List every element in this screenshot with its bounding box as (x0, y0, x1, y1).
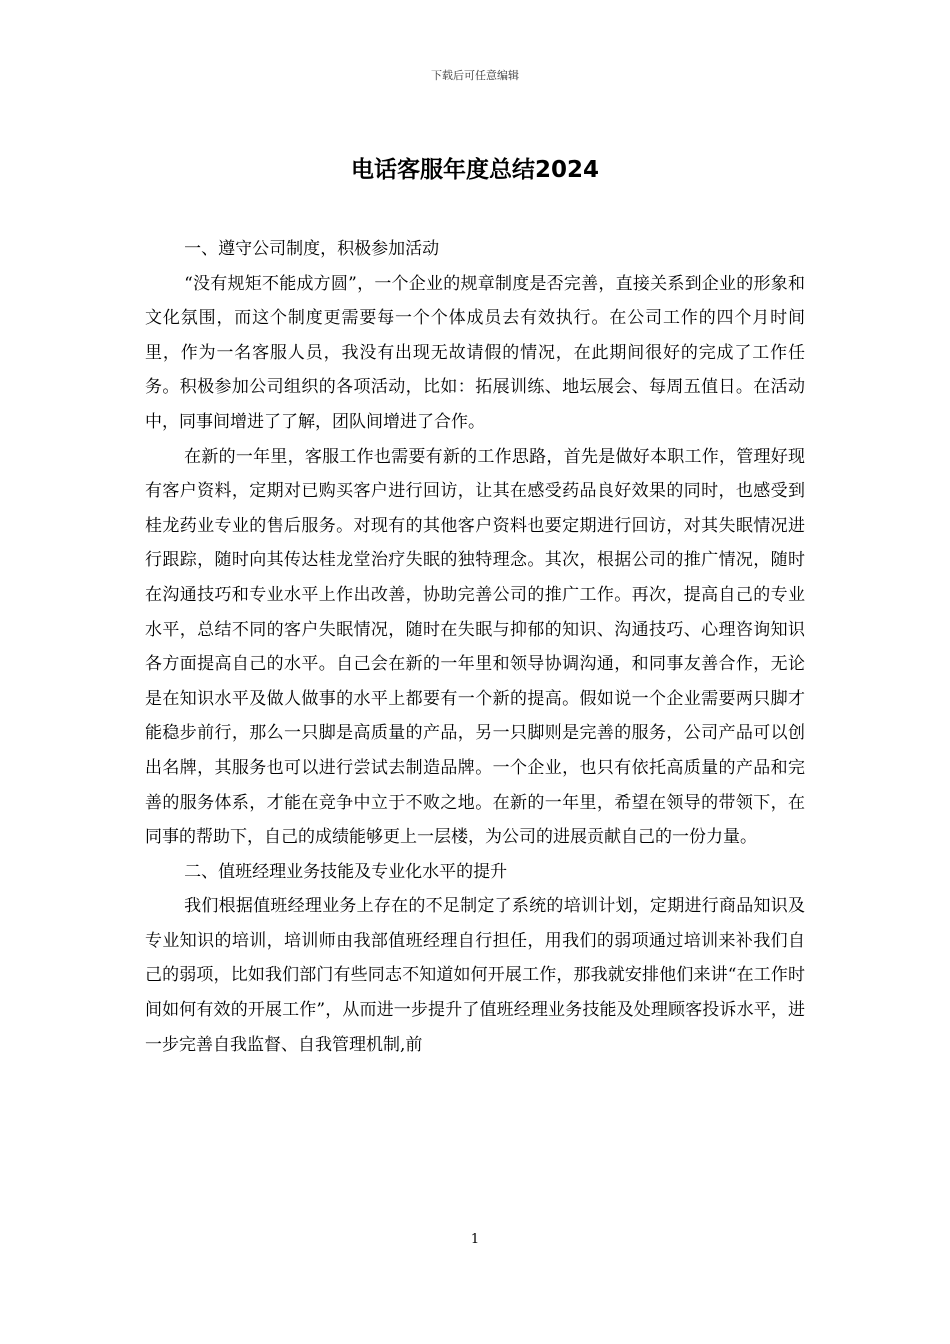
section-heading-1: 一、遵守公司制度，积极参加活动 (184, 239, 440, 259)
document-title: 电话客服年度总结2024 (350, 157, 599, 183)
body-paragraph: 在新的一年里，客服工作也需要有新的工作思路，首先是做好本职工作，管理好现有客户资料，定期对已购买客户进行回访，让其在感受药品良好效果的同时，也感受到桂龙药业专业的售后服务。对现有的其他客户资料也要定期进行回访，对其失眠情况进行跟踪，随时向其传达桂龙堂治疗失眠的独特理念。其次，根据公司的推广情况，随时在沟通技巧和专业水平上作出改善，协助完善公司的推广工作。再次，提高自己的专业水平，总结不同的客户失眠情况，随时在失眠与抑郁的知识、沟通技巧、心理咨询知识各方面提高自己的水平。自己会在新的一年里和领导协调沟通，和同事友善合作，无论是在知识水平及做人做事的水平上都要有一个新的提高。假如说一个企业需要两只脚才能稳步前行，那么一只脚是高质量的产品，另一只脚则是完善的服务，公司产品可以创出名牌，其服务也可以进行尝试去制造品牌。一个企业，也只有依托高质量的产品和完善的服务体系，才能在竞争中立于不败之地。在新的一年里，希望在领导的带领下，在同事的帮助下，自己的成绩能够更上一层楼，为公司的进展贡献自己的一份力量。 (145, 446, 805, 848)
document-body (145, 232, 805, 1062)
page-number: 1 (470, 1232, 480, 1247)
body-paragraph: 我们根据值班经理业务上存在的不足制定了系统的培训计划，定期进行商品知识及专业知识的培训，培训师由我部值班经理自行担任，用我们的弱项通过培训来补我们自己的弱项，比如我们部门有些同志不知道如何开展工作，那我就安排他们来讲“在工作时间如何有效的开展工作”，从而进一步提升了值班经理业务技能及处理顾客投诉水平，进一步完善自我监督、自我管理机制,前 (145, 896, 805, 1055)
section-heading-2: 二、值班经理业务技能及专业化水平的提升 (184, 861, 508, 882)
header-note: 下载后可任意编辑 (431, 69, 519, 82)
body-paragraph: “没有规矩不能成方圆”，一个企业的规章制度是否完善，直接关系到企业的形象和文化氛围，而这个制度更需要每一个个体成员去有效执行。在公司工作的四个月时间里，作为一名客服人员，我没有出现无故请假的情况，在此期间很好的完成了工作任务。积极参加公司组织的各项活动，比如：拓展训练、地坛展会、每周五值日。在活动中，同事间增进了了解，团队间增进了合作。 (145, 273, 805, 432)
